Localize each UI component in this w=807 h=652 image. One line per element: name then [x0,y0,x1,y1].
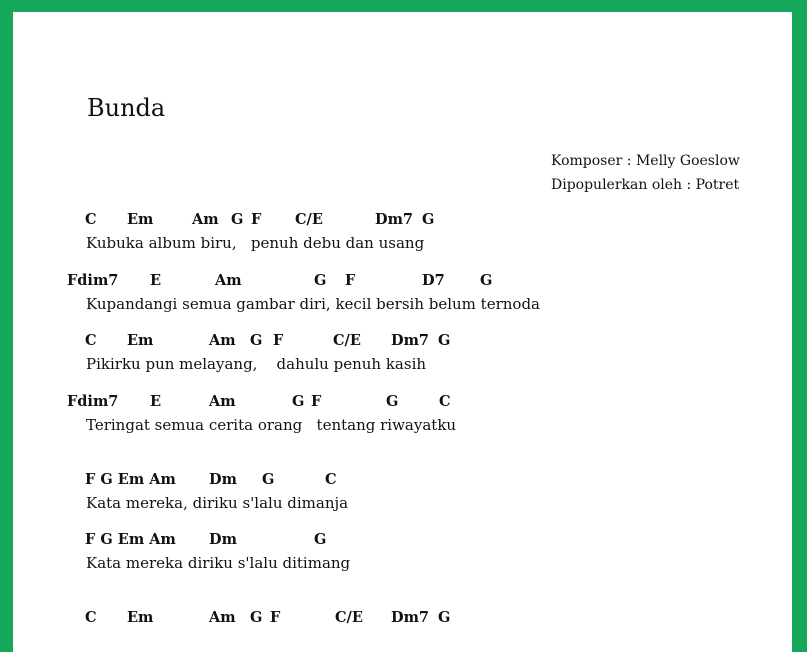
lyric-line: Kata mereka diriku s'lalu ditimang [86,554,351,572]
chord: F [273,332,284,349]
chord: G [480,272,493,289]
chord: G [422,211,435,228]
song-credits [551,149,740,197]
chord: Dm [209,471,237,488]
chord: G [231,211,244,228]
chord: Em [127,211,154,228]
song-title: Bunda [87,94,166,122]
chord: G [386,393,399,410]
chord: F [311,393,322,410]
chord: Am [192,211,219,228]
chord: E [150,272,162,289]
chord: Fdim7 [67,272,119,289]
chord: D7 [422,272,445,289]
lyric-line: Kata mereka, diriku s'lalu dimanja [86,494,349,512]
chord: Am [209,609,236,626]
chord: E [150,393,162,410]
lyric-line: Pikirku pun melayang, dahulu penuh kasih [86,355,427,373]
chord: Dm7 [375,211,414,228]
song-sheet [13,12,792,652]
lyric-line: Teringat semua cerita orang tentang riwayatku [86,416,457,434]
chord: Dm [209,531,237,548]
chord: G [262,471,275,488]
chord: C [85,211,97,228]
lyric-line: Kubuka album biru, penuh debu dan usang [86,234,425,252]
chord: F [251,211,262,228]
chord: C/E [295,211,323,228]
chord: C [85,332,97,349]
chord: G [438,609,451,626]
chord: C [439,393,451,410]
chord: F G Em Am [85,531,176,548]
chord: Am [215,272,242,289]
chord: G [314,272,327,289]
chord: Dm7 [391,609,430,626]
chord: F [270,609,281,626]
chord: G [292,393,305,410]
lyric-line: Kupandangi semua gambar diri, kecil bersih belum ternoda [86,295,540,313]
chord: G [438,332,451,349]
chord: Dm7 [391,332,430,349]
chord: C/E [335,609,363,626]
chord: G [250,332,263,349]
chord: C/E [333,332,361,349]
chord: Am [209,393,236,410]
chord: Em [127,332,154,349]
composer-line: Komposer : Melly Goeslow [551,153,740,169]
chord: F [345,272,356,289]
chord: Em [127,609,154,626]
chord: G [250,609,263,626]
chord: C [85,609,97,626]
chord: G [314,531,327,548]
chord: C [325,471,337,488]
chord: Am [209,332,236,349]
chord: F G Em Am [85,471,176,488]
chord: Fdim7 [67,393,119,410]
popularized-by-line: Dipopulerkan oleh : Potret [551,177,740,193]
